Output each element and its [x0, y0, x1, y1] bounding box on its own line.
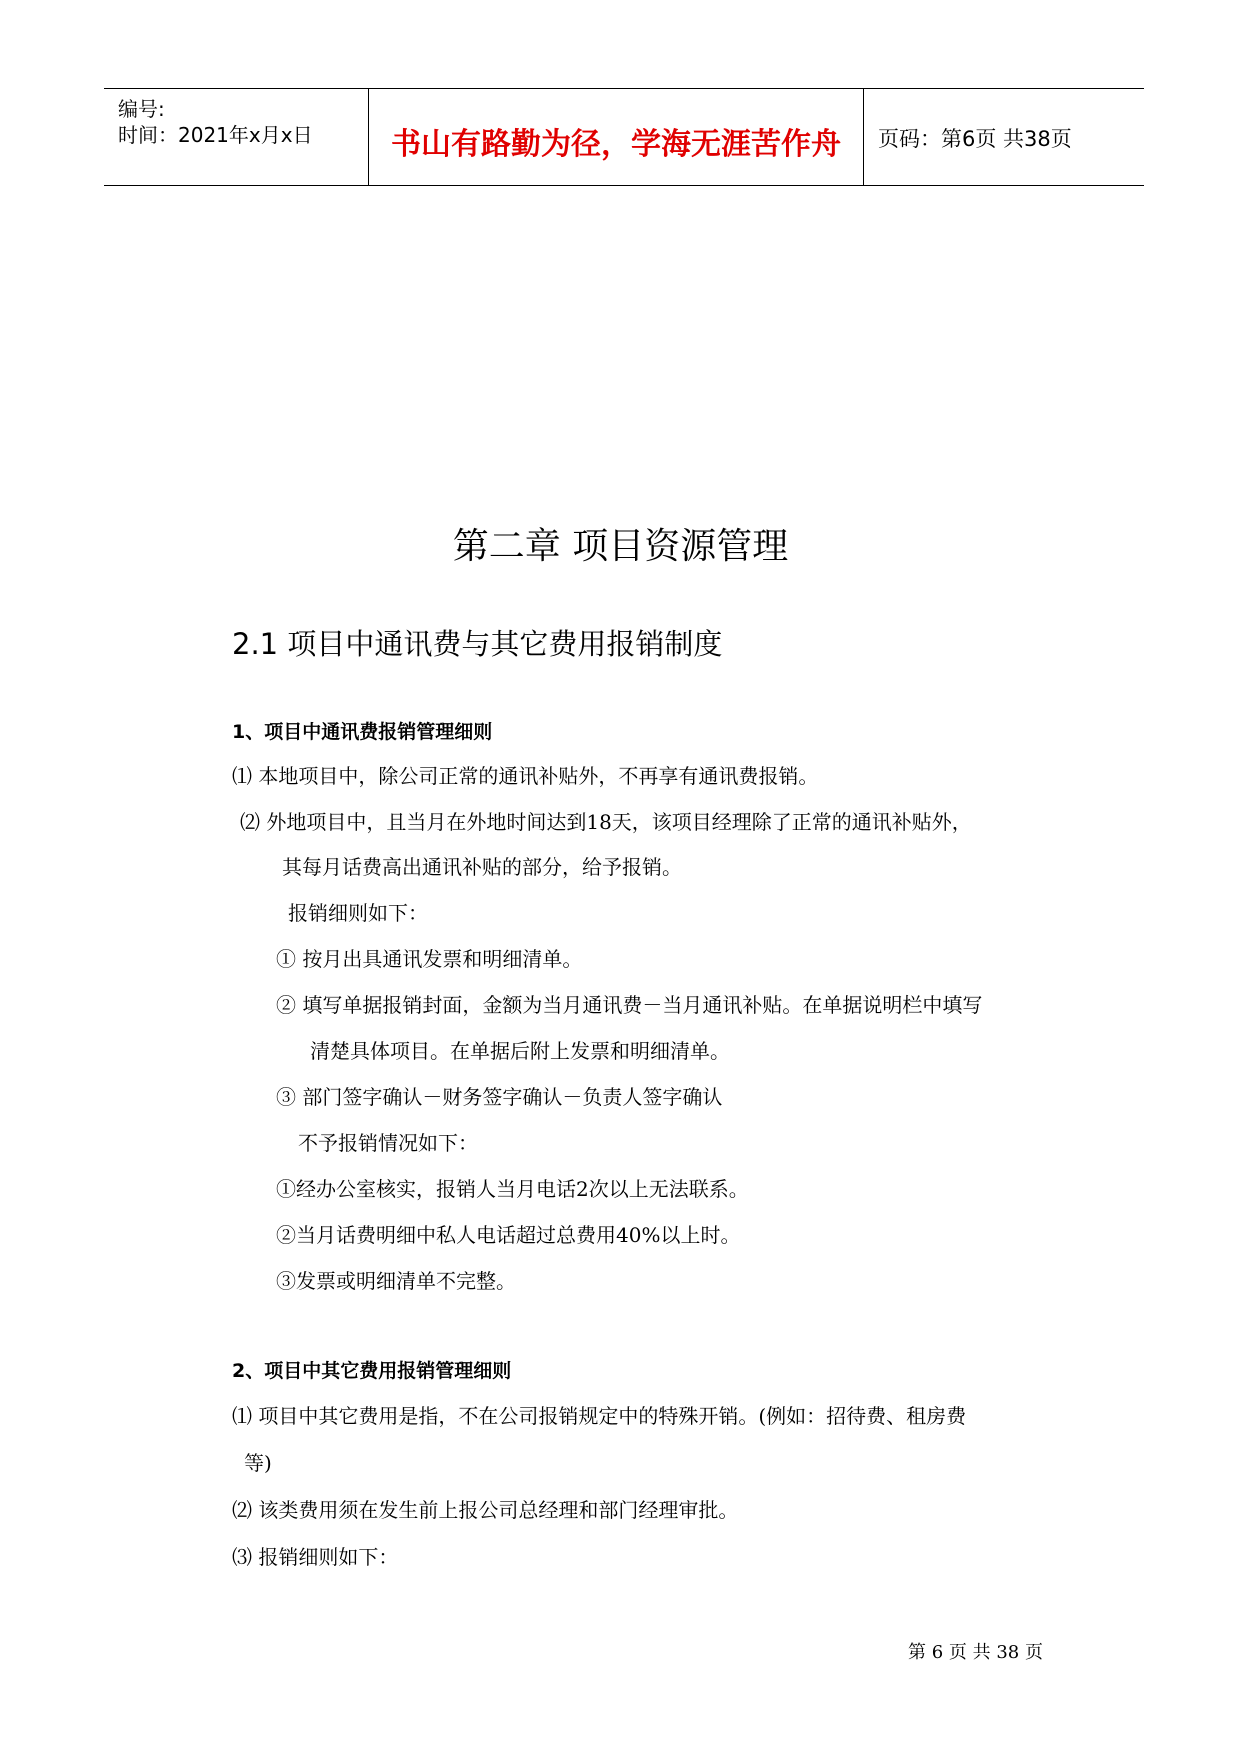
part1-line: ① 按月出具通讯发票和明细清单。: [276, 947, 583, 971]
part1-line: ③ 部门签字确认－财务签字确认－负责人签字确认: [276, 1085, 723, 1109]
part1-heading: 1、项目中通讯费报销管理细则: [232, 721, 493, 743]
part1-line: ②当月话费明细中私人电话超过总费用40%以上时。: [276, 1223, 741, 1247]
part2-line: ⑵ 该类费用须在发生前上报公司总经理和部门经理审批。: [232, 1498, 739, 1522]
part2-line: 等): [244, 1451, 272, 1475]
part1-line: 清楚具体项目。在单据后附上发票和明细清单。: [310, 1039, 730, 1063]
header-motto: 书山有路勤为径，学海无涯苦作舟: [391, 127, 841, 162]
part1-line: ⑵ 外地项目中，且当月在外地时间达到18天，该项目经理除了正常的通讯补贴外，: [240, 810, 972, 834]
header-number: 编号:: [118, 97, 165, 121]
part1-line: ①经办公室核实，报销人当月电话2次以上无法联系。: [276, 1177, 749, 1201]
part2-line: ⑴ 项目中其它费用是指，不在公司报销规定中的特殊开销。(例如：招待费、租房费: [232, 1404, 967, 1428]
chapter-title: 第二章 项目资源管理: [452, 526, 789, 567]
part1-line: 报销细则如下：: [288, 901, 428, 925]
header-page-number: 页码：第6页 共38页: [878, 127, 1072, 151]
part1-line: ② 填写单据报销封面，金额为当月通讯费－当月通讯补贴。在单据说明栏中填写: [276, 993, 983, 1017]
section-title: 2.1 项目中通讯费与其它费用报销制度: [232, 627, 723, 661]
page-footer: 第 6 页 共 38 页: [908, 1642, 1043, 1663]
part1-line: ⑴ 本地项目中，除公司正常的通讯补贴外，不再享有通讯费报销。: [232, 764, 819, 788]
part2-heading: 2、项目中其它费用报销管理细则: [232, 1360, 512, 1382]
header-time: 时间：2021年x月x日: [118, 123, 313, 147]
part1-line: 不予报销情况如下：: [298, 1131, 478, 1155]
header-motto-cell: [369, 89, 864, 185]
page-header: [104, 88, 1144, 186]
part1-line: ③发票或明细清单不完整。: [276, 1269, 516, 1293]
header-page-cell: [864, 89, 1144, 185]
part1-line: 其每月话费高出通讯补贴的部分，给予报销。: [282, 855, 682, 879]
header-info-cell: [104, 89, 369, 185]
part2-line: ⑶ 报销细则如下：: [232, 1545, 399, 1569]
